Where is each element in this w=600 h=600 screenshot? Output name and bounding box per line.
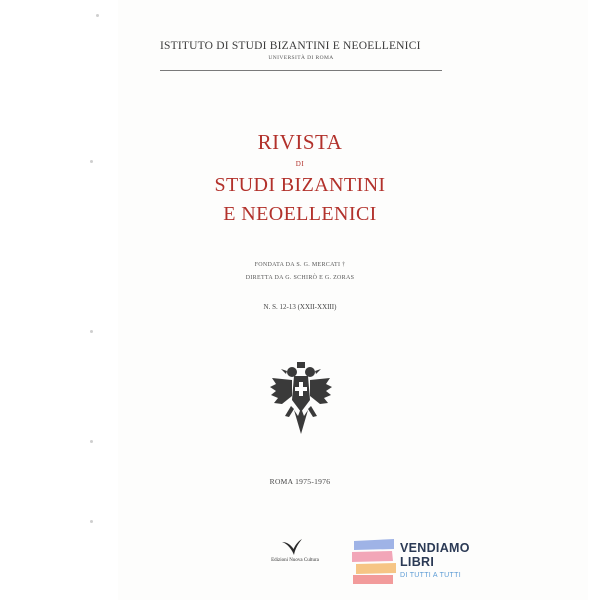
publisher-swoosh-icon [281, 538, 303, 556]
journal-title-di: DI [295, 160, 305, 168]
publisher-name: Edizioni Nuova Cultura [271, 558, 319, 563]
cover-sheet [118, 0, 588, 600]
header-rule [160, 70, 442, 71]
edge-mark [90, 330, 93, 333]
watermark-line-1: VENDIAMO [400, 541, 470, 555]
edge-mark [96, 14, 99, 17]
journal-title-line-1: RIVISTA [257, 130, 343, 154]
watermark-line-2: LIBRI [400, 555, 435, 569]
book-stack-icon [350, 538, 398, 584]
university-name: UNIVERSITÀ DI ROMA [268, 55, 334, 61]
issue-number: N. S. 12-13 (XXII-XXIII) [263, 303, 337, 311]
edge-mark [90, 520, 93, 523]
watermark [350, 538, 600, 588]
institute-name: ISTITUTO DI STUDI BIZANTINI E NEOELLENICI [160, 40, 421, 52]
journal-title-line-2: STUDI BIZANTINI [214, 174, 386, 196]
double-headed-eagle-icon [268, 360, 334, 436]
edge-mark [90, 160, 93, 163]
directed-by: DIRETTA DA G. SCHIRÒ E G. ZORAS [245, 275, 355, 281]
place-and-date: ROMA 1975-1976 [269, 477, 331, 486]
founded-by: FONDATA DA S. G. MERCATI † [254, 262, 346, 268]
journal-title-line-3: E NEOELLENICI [223, 203, 377, 225]
edge-mark [90, 440, 93, 443]
watermark-tagline: DI TUTTI A TUTTI [400, 572, 461, 579]
